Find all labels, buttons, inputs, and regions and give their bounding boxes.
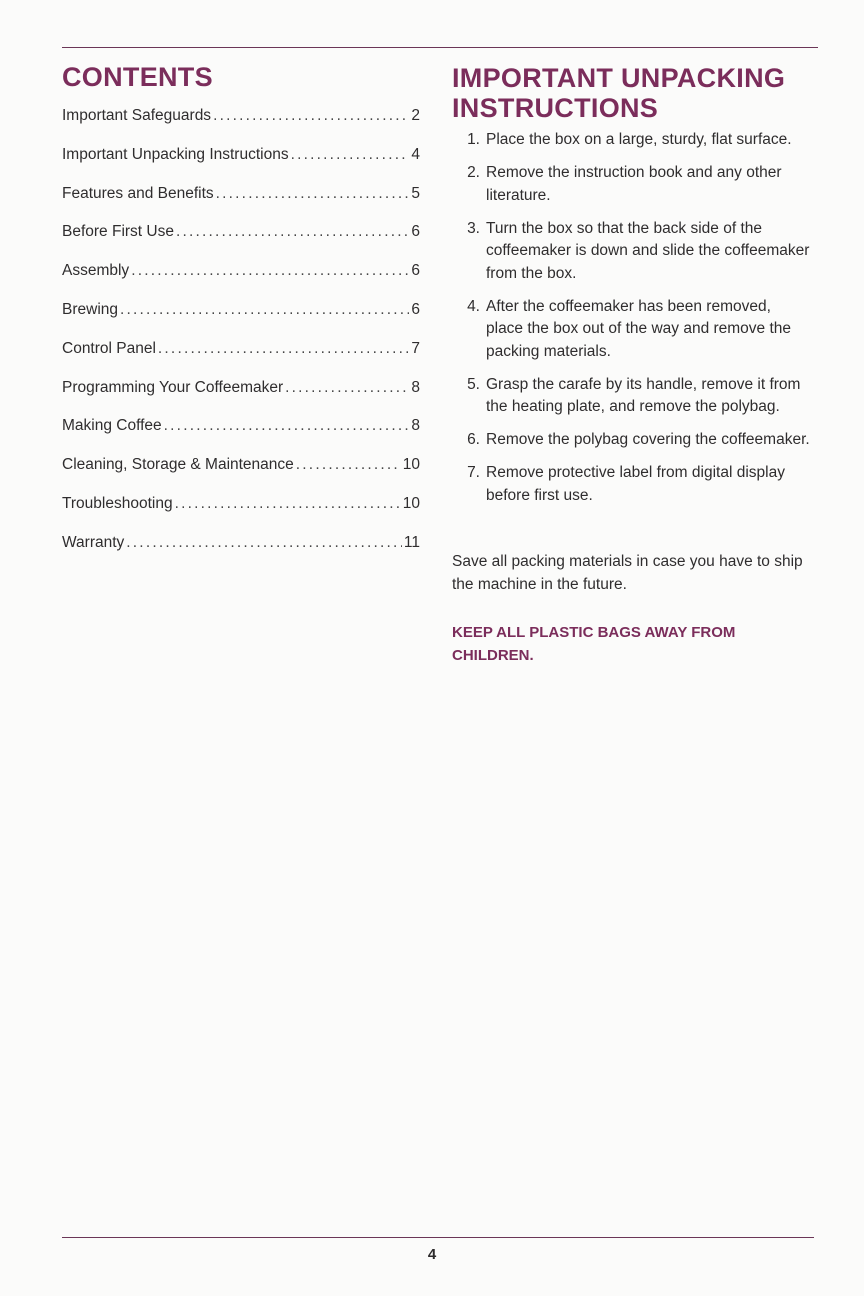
toc-item[interactable] [62, 262, 420, 301]
toc-leader [175, 495, 401, 513]
toc-item[interactable] [62, 456, 420, 495]
toc-label: Before First Use [62, 223, 174, 241]
toc-page: 7 [411, 339, 420, 357]
toc-leader [158, 340, 409, 358]
toc-page: 10 [402, 456, 420, 474]
unpacking-step [452, 462, 812, 507]
toc-item[interactable] [62, 534, 420, 573]
unpacking-step [452, 296, 812, 364]
unpacking-step [452, 374, 812, 419]
toc-page: 6 [411, 223, 420, 241]
step-number: 7. [467, 464, 480, 481]
toc-page: 8 [411, 378, 420, 396]
toc-leader [131, 262, 409, 280]
toc-label: Cleaning, Storage & Maintenance [62, 456, 294, 474]
save-materials-note: Save all packing materials in case you have to ship the machine in the future. [452, 553, 803, 593]
step-text: Place the box on a large, sturdy, flat surface. [486, 131, 792, 148]
page-number: 4 [427, 1246, 437, 1263]
toc-item[interactable] [62, 495, 420, 534]
toc-label: Important Safeguards [62, 107, 212, 124]
toc-label: Brewing [62, 300, 118, 318]
toc-leader [291, 146, 410, 164]
unpacking-step [452, 129, 812, 152]
toc-item[interactable] [62, 379, 420, 418]
toc-label: Making Coffee [62, 417, 162, 435]
toc-label: Control Panel [62, 339, 156, 357]
toc-page: 6 [411, 262, 420, 280]
toc-page: 11 [403, 533, 420, 551]
toc-page: 2 [411, 107, 420, 124]
toc-label: Programming Your Coffeemaker [62, 378, 284, 396]
unpacking-step [452, 162, 812, 207]
step-text: After the coffeemaker has been removed, place the box out of the way and remove the packing materials. [486, 297, 792, 360]
toc-item[interactable] [62, 223, 420, 262]
step-text: Turn the box so that the back side of the coffeemaker is down and slide the coffeemaker from the box. [486, 219, 810, 282]
toc-page: 8 [411, 417, 420, 435]
bottom-rule [62, 1237, 814, 1238]
toc-label: Features and Benefits [62, 184, 214, 202]
toc-leader [296, 456, 401, 474]
toc-leader [120, 301, 409, 319]
step-number: 2. [467, 164, 480, 181]
step-number: 6. [467, 431, 480, 448]
toc-page: 10 [402, 494, 420, 512]
step-text: Remove protective label from digital display before first use. [486, 464, 785, 504]
toc-item[interactable] [62, 146, 420, 185]
toc-item[interactable] [62, 301, 420, 340]
top-rule [62, 47, 818, 48]
toc-page: 4 [411, 145, 420, 163]
step-text: Remove the polybag covering the coffeemaker. [486, 431, 810, 448]
unpacking-step [452, 429, 812, 452]
toc-leader [164, 417, 410, 435]
toc-label: Important Unpacking Instructions [62, 145, 289, 163]
plastic-bags-warning: KEEP ALL PLASTIC BAGS AWAY FROM CHILDREN. [452, 624, 736, 664]
toc-item[interactable] [62, 340, 420, 379]
toc-label: Warranty [62, 533, 125, 551]
unpacking-steps [452, 129, 812, 518]
contents-title: CONTENTS [62, 62, 213, 92]
toc-label: Assembly [62, 262, 130, 280]
toc-leader [126, 534, 402, 552]
step-text: Grasp the carafe by its handle, remove it from the heating plate, and remove the polybag. [486, 375, 801, 415]
step-number: 5. [467, 375, 480, 393]
step-number: 4. [467, 297, 480, 315]
step-text: Remove the instruction book and any other literature. [486, 164, 782, 204]
toc-label: Troubleshooting [62, 494, 173, 512]
toc-item[interactable] [62, 417, 420, 456]
table-of-contents [62, 107, 420, 573]
toc-leader [216, 185, 410, 203]
toc-item[interactable] [62, 185, 420, 224]
toc-leader [285, 379, 409, 397]
toc-leader [176, 223, 409, 241]
step-number: 3. [467, 219, 480, 237]
toc-page: 5 [411, 184, 420, 202]
toc-leader [213, 107, 409, 125]
toc-page: 6 [411, 300, 420, 318]
unpacking-title: IMPORTANT UNPACKING INSTRUCTIONS [452, 63, 786, 123]
toc-item[interactable] [62, 107, 420, 146]
step-number: 1. [467, 131, 480, 148]
unpacking-step [452, 218, 812, 286]
